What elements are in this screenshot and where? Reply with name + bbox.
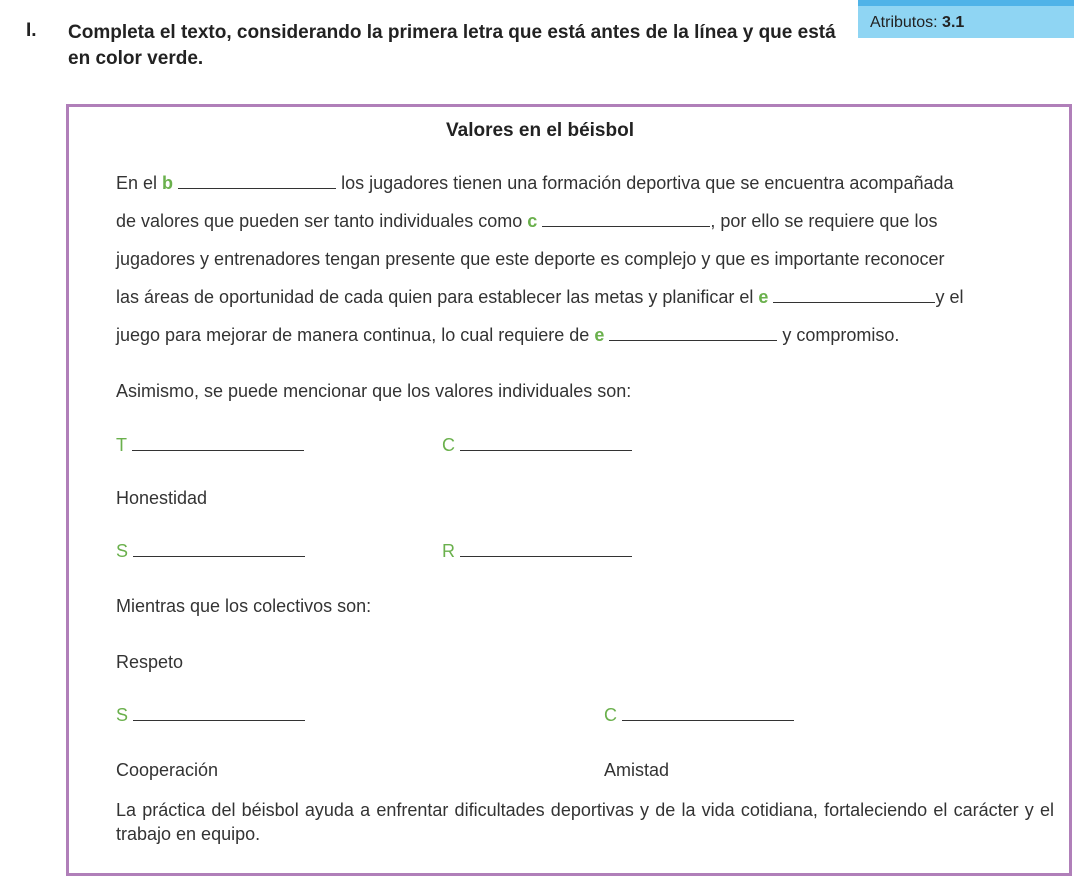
attributes-value: 3.1 bbox=[942, 14, 965, 31]
text-segment: , por ello se requiere que los bbox=[710, 211, 938, 231]
paragraph-line-1 bbox=[116, 172, 954, 194]
text-segment: y compromiso. bbox=[782, 325, 900, 345]
blank-line-r[interactable] bbox=[460, 540, 632, 557]
blank-line-e1[interactable] bbox=[773, 286, 935, 303]
blank-line-b[interactable] bbox=[178, 172, 336, 189]
blank-line-c[interactable] bbox=[542, 210, 710, 227]
individual-r bbox=[442, 540, 632, 562]
blank-line-s2[interactable] bbox=[133, 704, 305, 721]
individual-t bbox=[116, 434, 304, 456]
instruction-text: Completa el texto, considerando la primera letra que está antes de la línea y que está en color verde. bbox=[68, 22, 836, 69]
value-respeto: Respeto bbox=[116, 652, 184, 672]
attributes-badge bbox=[858, 0, 1074, 38]
paragraph-line-5 bbox=[116, 324, 899, 346]
hint-letter-c: c bbox=[527, 211, 538, 231]
individual-s bbox=[116, 540, 305, 562]
blank-line-c3[interactable] bbox=[622, 704, 794, 721]
paragraph-line-2 bbox=[116, 210, 937, 232]
closing-paragraph: La práctica del béisbol ayuda a enfrentar dificultades deportivas y de la vida cotidiana, fortaleciendo el carácter y el trabajo en equipo. bbox=[116, 800, 1054, 844]
blank-line-s[interactable] bbox=[133, 540, 305, 557]
value-cooperacion: Cooperación bbox=[116, 760, 219, 780]
collective-c bbox=[604, 704, 794, 726]
hint-letter-s2: S bbox=[116, 705, 129, 725]
item-number: I. bbox=[26, 20, 37, 41]
attributes-label: Atributos: bbox=[870, 14, 938, 31]
individual-c bbox=[442, 434, 632, 456]
collective-intro: Mientras que los colectivos son: bbox=[116, 596, 372, 616]
hint-letter-t: T bbox=[116, 435, 127, 455]
exercise-title: Valores en el béisbol bbox=[446, 120, 634, 141]
hint-letter-s: S bbox=[116, 541, 129, 561]
text-segment: juego para mejorar de manera continua, lo cual requiere de bbox=[116, 325, 590, 345]
paragraph-line-3: jugadores y entrenadores tengan presente que este deporte es complejo y que es importante reconocer bbox=[116, 249, 945, 269]
hint-letter-e2: e bbox=[594, 325, 605, 345]
text-segment: y el bbox=[935, 287, 964, 307]
text-segment: de valores que pueden ser tanto individuales como bbox=[116, 211, 523, 231]
blank-line-e2[interactable] bbox=[609, 324, 777, 341]
paragraph-line-4 bbox=[116, 286, 963, 308]
blank-line-t[interactable] bbox=[132, 434, 304, 451]
text-segment: los jugadores tienen una formación deportiva que se encuentra acompañada bbox=[341, 173, 954, 193]
blank-line-c2[interactable] bbox=[460, 434, 632, 451]
hint-letter-b: b bbox=[162, 173, 174, 193]
text-segment: En el bbox=[116, 173, 158, 193]
collective-s bbox=[116, 704, 305, 726]
individual-intro: Asimismo, se puede mencionar que los valores individuales son: bbox=[116, 381, 632, 401]
hint-letter-r: R bbox=[442, 541, 455, 561]
hint-letter-e1: e bbox=[758, 287, 769, 307]
text-segment: las áreas de oportunidad de cada quien para establecer las metas y planificar el bbox=[116, 287, 754, 307]
value-honestidad: Honestidad bbox=[116, 488, 208, 508]
value-amistad: Amistad bbox=[604, 760, 670, 780]
hint-letter-c2: C bbox=[442, 435, 455, 455]
hint-letter-c3: C bbox=[604, 705, 617, 725]
